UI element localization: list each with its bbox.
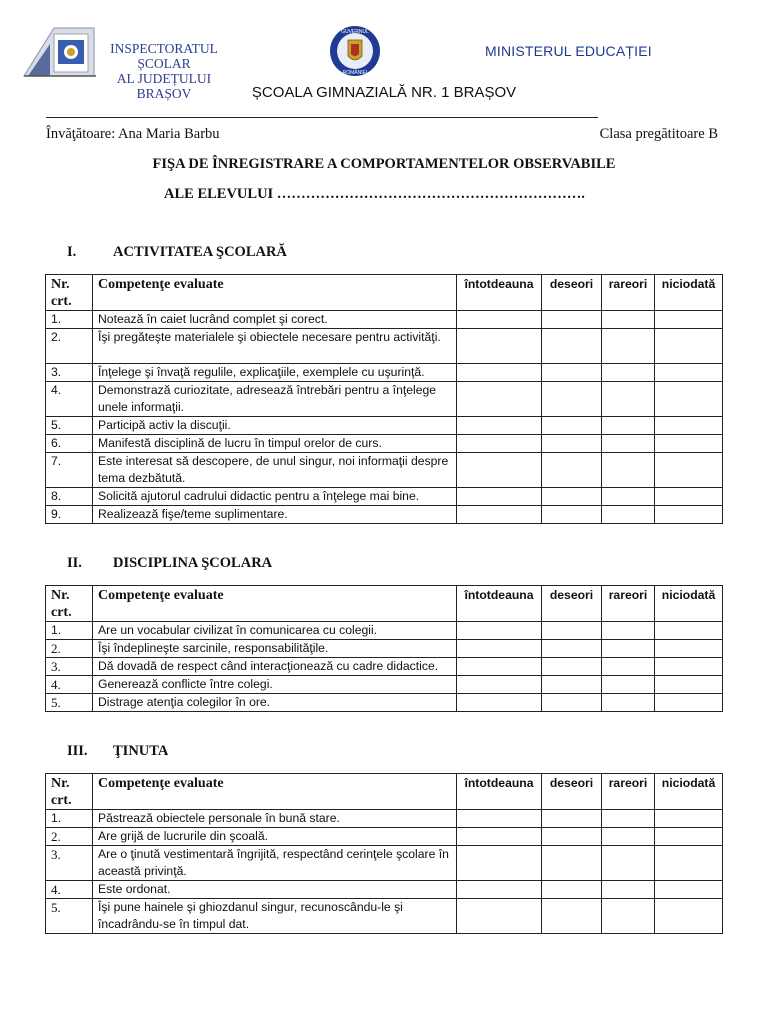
mark-cell[interactable] [457, 622, 542, 640]
mark-cell[interactable] [655, 382, 723, 417]
mark-cell[interactable] [655, 640, 723, 658]
mark-cell[interactable] [457, 435, 542, 453]
row-nr: 3. [46, 658, 93, 676]
mark-cell[interactable] [457, 846, 542, 881]
row-nr: 5. [46, 899, 93, 934]
mark-cell[interactable] [655, 506, 723, 524]
mark-cell[interactable] [542, 453, 602, 488]
mark-cell[interactable] [602, 899, 655, 934]
row-nr: 4. [46, 382, 93, 417]
mark-cell[interactable] [655, 364, 723, 382]
header-freq-0: întotdeauna [457, 275, 542, 311]
row-text: Notează în caiet lucrând complet şi corect. [93, 311, 457, 329]
table-row [46, 810, 723, 828]
row-text: Îşi îndeplineşte sarcinile, responsabilităţile. [93, 640, 457, 658]
header-freq-1: deseori [542, 275, 602, 311]
row-text: Realizează fişe/teme suplimentare. [93, 506, 457, 524]
section-number: III. [67, 743, 88, 759]
section-heading [67, 244, 287, 261]
row-text: Păstrează obiectele personale în bună stare. [93, 810, 457, 828]
section-title: DISCIPLINA ŞCOLARA [113, 555, 273, 571]
table-row [46, 488, 723, 506]
mark-cell[interactable] [602, 453, 655, 488]
row-text: Solicită ajutorul cadrului didactic pentru a înţelege mai bine. [93, 488, 457, 506]
mark-cell[interactable] [457, 640, 542, 658]
mark-cell[interactable] [655, 311, 723, 329]
mark-cell[interactable] [542, 694, 602, 712]
evaluation-table [45, 585, 723, 712]
mark-cell[interactable] [542, 364, 602, 382]
teacher-name: Învăţătoare: Ana Maria Barbu [46, 126, 220, 142]
table-header-row [46, 275, 723, 311]
mark-cell[interactable] [457, 488, 542, 506]
mark-cell[interactable] [655, 676, 723, 694]
row-text: Este ordonat. [93, 881, 457, 899]
table-row [46, 417, 723, 435]
header-freq-3: niciodată [655, 275, 723, 311]
header-freq-0: întotdeauna [457, 586, 542, 622]
section-number: II. [67, 555, 82, 571]
mark-cell[interactable] [542, 828, 602, 846]
mark-cell[interactable] [655, 846, 723, 881]
section-heading [67, 743, 168, 760]
header-competente: Competenţe evaluate [93, 275, 457, 311]
header-rule [46, 117, 598, 118]
evaluation-table [45, 773, 723, 934]
mark-cell[interactable] [602, 846, 655, 881]
table-header-row [46, 774, 723, 810]
form-title: FIŞA DE ÎNREGISTRARE A COMPORTAMENTELOR OBSERVABILE [152, 156, 616, 172]
table-row [46, 694, 723, 712]
row-nr: 6. [46, 435, 93, 453]
mark-cell[interactable] [602, 329, 655, 364]
mark-cell[interactable] [655, 658, 723, 676]
crest-text-bottom: ROMÂNIEI [342, 70, 368, 76]
mark-cell[interactable] [542, 676, 602, 694]
mark-cell[interactable] [542, 658, 602, 676]
mark-cell[interactable] [602, 506, 655, 524]
mark-cell[interactable] [457, 658, 542, 676]
row-text: Generează conflicte între colegi. [93, 676, 457, 694]
header-freq-0: întotdeauna [457, 774, 542, 810]
header-freq-2: rareori [602, 774, 655, 810]
header-competente: Competenţe evaluate [93, 774, 457, 810]
row-nr: 1. [46, 810, 93, 828]
row-text: Demonstrază curiozitate, adresează întrebări pentru a înţelege unele informaţii. [93, 382, 457, 417]
table-row [46, 311, 723, 329]
table-header-row [46, 586, 723, 622]
mark-cell[interactable] [457, 694, 542, 712]
section-heading [67, 555, 272, 572]
section-title: ACTIVITATEA ŞCOLARĂ [113, 244, 287, 260]
mark-cell[interactable] [602, 694, 655, 712]
mark-cell[interactable] [542, 810, 602, 828]
row-nr: 1. [46, 311, 93, 329]
row-nr: 2. [46, 828, 93, 846]
table-row [46, 329, 723, 364]
mark-cell[interactable] [602, 640, 655, 658]
form-subtitle: ALE ELEVULUI ………………………………………………………. [164, 186, 585, 202]
header-nr: Nr. crt. [46, 586, 93, 622]
row-nr: 9. [46, 506, 93, 524]
mark-cell[interactable] [602, 364, 655, 382]
mark-cell[interactable] [457, 382, 542, 417]
row-text: Are un vocabular civilizat în comunicarea cu colegii. [93, 622, 457, 640]
header-freq-2: rareori [602, 586, 655, 622]
mark-cell[interactable] [655, 881, 723, 899]
mark-cell[interactable] [542, 506, 602, 524]
mark-cell[interactable] [602, 810, 655, 828]
row-text: Participă activ la discuţii. [93, 417, 457, 435]
mark-cell[interactable] [602, 382, 655, 417]
row-text: Distrage atenţia colegilor în ore. [93, 694, 457, 712]
table-row [46, 506, 723, 524]
class-name: Clasa pregătitoare B [599, 126, 718, 142]
mark-cell[interactable] [542, 899, 602, 934]
mark-cell[interactable] [602, 622, 655, 640]
table-row [46, 640, 723, 658]
evaluation-table [45, 274, 723, 524]
coat-of-arms-icon [322, 24, 388, 78]
row-nr: 5. [46, 417, 93, 435]
row-text: Îşi pune hainele şi ghiozdanul singur, recunoscându-le şi încadrându-se în timpul dat. [93, 899, 457, 934]
mark-cell[interactable] [542, 881, 602, 899]
section-title: ŢINUTA [113, 743, 169, 759]
mark-cell[interactable] [655, 453, 723, 488]
government-crest [322, 24, 388, 78]
header-nr: Nr. crt. [46, 275, 93, 311]
row-nr: 1. [46, 622, 93, 640]
mark-cell[interactable] [655, 435, 723, 453]
mark-cell[interactable] [457, 506, 542, 524]
building-icon [20, 24, 100, 82]
ministry-name: MINISTERUL EDUCAȚIEI [485, 43, 652, 59]
table-row [46, 881, 723, 899]
mark-cell[interactable] [457, 828, 542, 846]
mark-cell[interactable] [655, 488, 723, 506]
mark-cell[interactable] [457, 810, 542, 828]
crest-text-top: GUVERNUL [341, 29, 369, 35]
table-row [46, 676, 723, 694]
row-text: Are grijă de lucrurile din şcoală. [93, 828, 457, 846]
mark-cell[interactable] [542, 417, 602, 435]
row-nr: 8. [46, 488, 93, 506]
mark-cell[interactable] [542, 622, 602, 640]
mark-cell[interactable] [542, 640, 602, 658]
mark-cell[interactable] [655, 622, 723, 640]
header-freq-2: rareori [602, 275, 655, 311]
mark-cell[interactable] [457, 311, 542, 329]
row-nr: 3. [46, 846, 93, 881]
row-nr: 2. [46, 640, 93, 658]
mark-cell[interactable] [542, 311, 602, 329]
header-nr: Nr. crt. [46, 774, 93, 810]
header-freq-3: niciodată [655, 774, 723, 810]
mark-cell[interactable] [542, 382, 602, 417]
row-nr: 5. [46, 694, 93, 712]
mark-cell[interactable] [602, 828, 655, 846]
table-row [46, 846, 723, 881]
header-competente: Competenţe evaluate [93, 586, 457, 622]
mark-cell[interactable] [457, 676, 542, 694]
section-number: I. [67, 244, 77, 260]
mark-cell[interactable] [655, 329, 723, 364]
row-text: Manifestă disciplină de lucru în timpul orelor de curs. [93, 435, 457, 453]
mark-cell[interactable] [655, 899, 723, 934]
mark-cell[interactable] [542, 435, 602, 453]
row-nr: 4. [46, 676, 93, 694]
mark-cell[interactable] [602, 676, 655, 694]
table-row [46, 658, 723, 676]
mark-cell[interactable] [457, 329, 542, 364]
header-freq-3: niciodată [655, 586, 723, 622]
mark-cell[interactable] [457, 899, 542, 934]
inspectorate-line-2: AL JUDEȚULUI BRAȘOV [116, 71, 212, 101]
mark-cell[interactable] [602, 417, 655, 435]
mark-cell[interactable] [655, 694, 723, 712]
header-freq-1: deseori [542, 774, 602, 810]
row-text: Înţelege şi învaţă regulile, explicaţiile, exemplele cu uşurinţă. [93, 364, 457, 382]
mark-cell[interactable] [542, 488, 602, 506]
header-freq-1: deseori [542, 586, 602, 622]
mark-cell[interactable] [602, 488, 655, 506]
row-nr: 2. [46, 329, 93, 364]
mark-cell[interactable] [602, 881, 655, 899]
mark-cell[interactable] [655, 810, 723, 828]
table-row [46, 435, 723, 453]
row-text: Este interesat să descopere, de unul singur, noi informaţii despre tema dezbătută. [93, 453, 457, 488]
row-text: Dă dovadă de respect când interacţionează cu cadre didactice. [93, 658, 457, 676]
mark-cell[interactable] [457, 881, 542, 899]
mark-cell[interactable] [542, 329, 602, 364]
table-row [46, 382, 723, 417]
mark-cell[interactable] [655, 828, 723, 846]
row-nr: 4. [46, 881, 93, 899]
row-text: Îşi pregăteşte materialele şi obiectele necesare pentru activităţi. [93, 329, 457, 364]
row-nr: 7. [46, 453, 93, 488]
mark-cell[interactable] [602, 311, 655, 329]
table-row [46, 622, 723, 640]
table-row [46, 828, 723, 846]
table-row [46, 364, 723, 382]
table-row [46, 453, 723, 488]
mark-cell[interactable] [457, 417, 542, 435]
mark-cell[interactable] [542, 846, 602, 881]
row-nr: 3. [46, 364, 93, 382]
mark-cell[interactable] [457, 364, 542, 382]
mark-cell[interactable] [602, 658, 655, 676]
mark-cell[interactable] [602, 435, 655, 453]
mark-cell[interactable] [457, 453, 542, 488]
mark-cell[interactable] [655, 417, 723, 435]
inspectorate-logo [20, 24, 230, 101]
school-name: ȘCOALA GIMNAZIALĂ NR. 1 BRAȘOV [251, 84, 517, 101]
inspectorate-line-1: INSPECTORATUL ȘCOLAR [110, 41, 218, 71]
row-text: Are o ţinută vestimentară îngrijită, respectând cerinţele şcolare în această privinţă. [93, 846, 457, 881]
table-row [46, 899, 723, 934]
